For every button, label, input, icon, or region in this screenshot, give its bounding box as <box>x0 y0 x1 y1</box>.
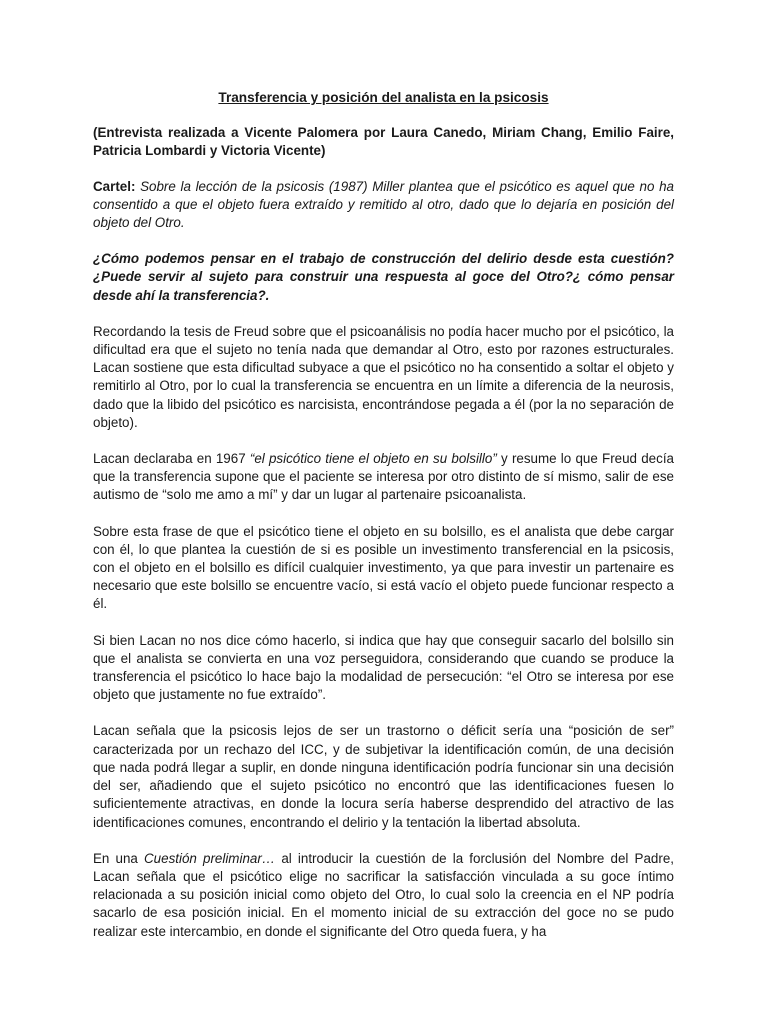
document-page <box>93 89 674 959</box>
body-paragraph-6 <box>93 850 674 941</box>
p2-quote: “el psicótico tiene el objeto en su bolsillo” <box>249 451 497 467</box>
body-paragraph-1: Recordando la tesis de Freud sobre que el psicoanálisis no podía hacer mucho por el psicótico, la dificultad era que el sujeto no tenía nada que demandar al Otro, esto por razones estructurales. Lacan sostiene que esta dificultad subyace a que el psicótico no ha consentido a soltar el objeto y remitirlo al Otro, por lo cual la transferencia se encuentra en un límite a diferencia de la neurosis, dado que la libido del psicótico es narcisista, encontrándose pegada a él (por la no separación de objeto). <box>93 323 674 430</box>
p6-before: En una <box>93 850 145 866</box>
p2-before: Lacan declaraba en 1967 <box>93 451 250 467</box>
p6-italic: Cuestión preliminar… <box>144 850 276 866</box>
cartel-text: Sobre la lección de la psicosis (1987) Miller plantea que el psicótico es aquel que no ha consentido a que el objeto fuera extraído y remitido al otro, dado que lo dejaría en posición del objeto del Otro. <box>93 178 674 231</box>
document-title: Transferencia y posición del analista en la psicosis <box>218 90 549 105</box>
question-paragraph: ¿Cómo podemos pensar en el trabajo de construcción del delirio desde esta cuestión? ¿Puede servir al sujeto para construir una respuesta al goce del Otro?¿ cómo pensar desde ahí la transferencia?. <box>93 251 674 303</box>
body-paragraph-2 <box>93 450 674 505</box>
body-paragraph-3: Sobre esta frase de que el psicótico tiene el objeto en su bolsillo, es el analista que debe cargar con él, lo que plantea la cuestión de si es posible un investimento transferencial en la psicosis, con el objeto en el bolsillo es difícil cualquier investimento, ya que para investir un partenaire es necesario que este bolsillo se encuentre vacío, si está vacío el objeto puede funcionar respecto a él. <box>93 523 674 612</box>
cartel-label: Cartel: <box>93 178 136 194</box>
body-paragraph-5: Lacan señala que la psicosis lejos de ser un trastorno o déficit sería una “posición de ser” caracterizada por un rechazo del ICC, y de subjetivar la identificación común, de una decisión que nada podrá llegar a suplir, en donde ninguna identificación podría funcionar sin una decisión del ser, añadiendo que el sujeto psicótico no encontró que las identificaciones fuesen lo suficientemente atractivas, en donde la locura sería haberse desprendido del atractivo de las identificaciones comunes, encontrando el delirio y la tentación la libertad absoluta. <box>93 723 674 830</box>
p2-after: y resume lo que Freud decía que la transferencia supone que el paciente se interesa por otro distinto de sí mismo, salir de ese autismo de “solo me amo a mí” y dar un lugar al partenaire psicoanalista. <box>93 451 674 503</box>
body-paragraph-4: Si bien Lacan no nos dice cómo hacerlo, si indica que hay que conseguir sacarlo del bolsillo sin que el analista se convierta en una voz perseguidora, considerando que cuando se produce la transferencia el psicótico lo hace bajo la modalidad de persecución: “el Otro se interesa por ese objeto que justamente no fue extraído”. <box>93 632 674 703</box>
p6-after: al introducir la cuestión de la forclusión del Nombre del Padre, Lacan señala que el psicótico elige no sacrificar la satisfacción vinculada a su goce íntimo relacionada a su posición inicial como objeto del Otro, lo cual solo la creencia en el NP podría sacarlo de esa posición inicial. En el momento inicial de su extracción del goce no se pudo realizar este intercambio, en donde el significante del Otro queda fuera, y ha <box>93 850 674 939</box>
cartel-paragraph <box>93 178 674 233</box>
document-subtitle: (Entrevista realizada a Vicente Palomera por Laura Canedo, Miriam Chang, Emilio Faire, Patricia Lombardi y Victoria Vicente) <box>93 125 674 159</box>
